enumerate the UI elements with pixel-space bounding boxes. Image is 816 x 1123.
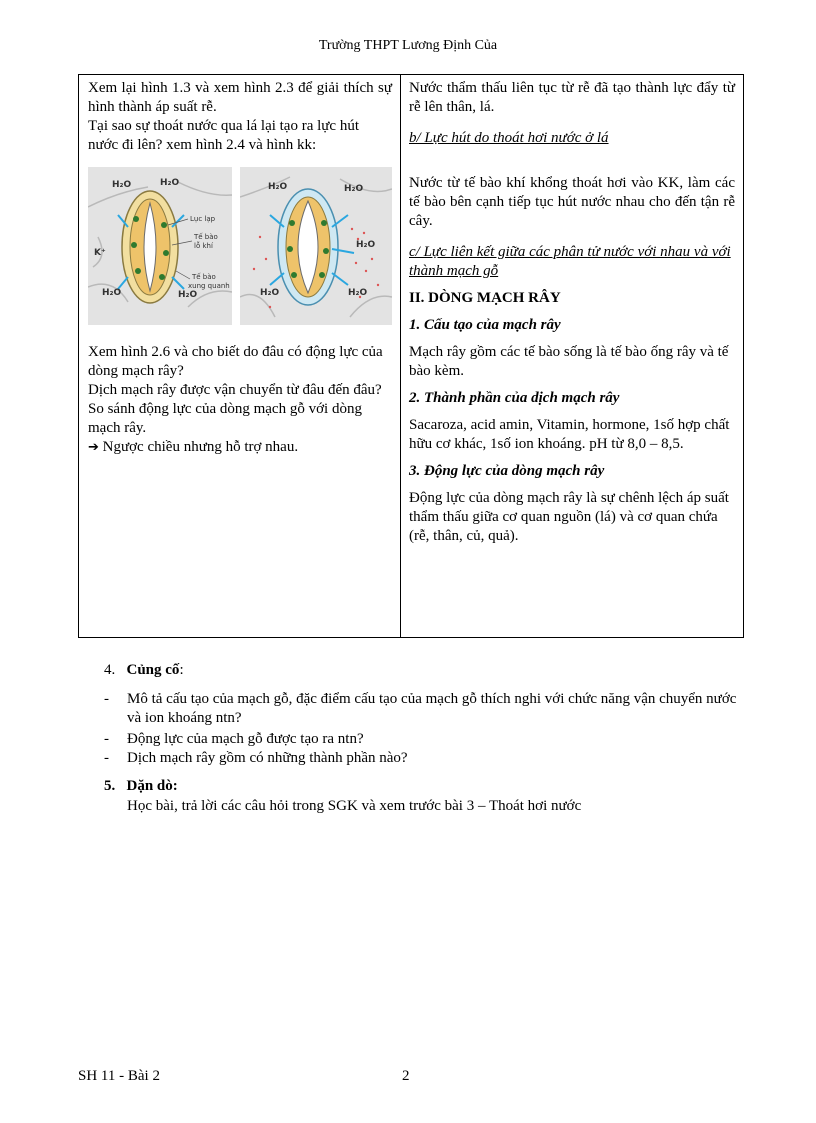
h2o-label: H₂O (344, 184, 364, 194)
consolidate-item-text: Dịch mạch rây gồm có những thành phần nào? (127, 750, 408, 766)
homework-title: Dặn dò: (126, 778, 178, 794)
right-paragraph-1: Nước thẩm thấu liên tục từ rễ đã tạo thành lực đẩy từ rễ lên thân, lá. (409, 80, 735, 115)
subsection-1-title: 1. Cấu tạo của mạch rây (409, 317, 561, 333)
h2o-label: H₂O (348, 288, 368, 298)
consolidate-number: 4. (104, 662, 116, 678)
homework-text: Học bài, trả lời các câu hỏi trong SGK và xem trước bài 3 – Thoát hơi nước (127, 798, 582, 814)
consolidate-heading: 4. Củng cố: (104, 662, 184, 678)
subsection-1-text: Mạch rây gồm các tế bào sống là tế bào ống rây và tế bào kèm. (409, 344, 729, 379)
potassium-label: K⁺ (94, 248, 106, 258)
h2o-label: H₂O (268, 182, 288, 192)
subsection-2-text: Sacaroza, acid amin, Vitamin, hormone, 1số hợp chất hữu cơ khác, 1số ion khoáng. pH từ 8,0 – 8,5. (409, 417, 730, 452)
left-paragraph-2: Tại sao sự thoát nước qua lá lại tạo ra lực hút nước đi lên? xem hình 2.4 và hình kk: (88, 118, 359, 153)
h2o-label: H₂O (260, 288, 280, 298)
bullet-dash: - (104, 691, 109, 707)
h2o-label: H₂O (112, 180, 132, 190)
label-surrounding-cell-2: xung quanh (188, 282, 230, 290)
bullet-dash: - (104, 731, 109, 747)
consolidate-item-text: Mô tả cấu tạo của mạch gỗ, đặc điểm cấu tạo của mạch gỗ thích nghi với chức năng vận chuyển nước và ion khoáng ntn? (127, 691, 737, 726)
answer-line (88, 438, 392, 457)
label-guard-cell-2: lỗ khí (194, 242, 213, 250)
stoma-open-image (240, 167, 392, 325)
arrow-right-icon: ➔ (88, 440, 99, 455)
question-3: So sánh động lực của dòng mạch gỗ với dòng mạch rây. (88, 401, 362, 436)
h2o-label: H₂O (356, 240, 376, 250)
footer-lesson: SH 11 - Bài 2 (78, 1068, 160, 1084)
page-number: 2 (402, 1068, 410, 1084)
consolidate-item-text: Động lực của mạch gỗ được tạo ra ntn? (127, 731, 364, 747)
subsection-3-title: 3. Động lực của dòng mạch rây (409, 463, 605, 479)
answer-text: Ngược chiều nhưng hỗ trợ nhau. (102, 439, 299, 455)
label-surrounding-cell-1: Tế bào (192, 273, 216, 281)
h2o-label: H₂O (178, 290, 198, 300)
homework-heading (104, 777, 178, 796)
label-chloroplast: Lục lạp (190, 215, 216, 223)
subsection-2-title: 2. Thành phần của dịch mạch rây (409, 390, 620, 406)
h2o-label: H₂O (160, 178, 180, 188)
stomata-figure (88, 167, 392, 325)
left-paragraph-1: Xem lại hình 1.3 và xem hình 2.3 để giải thích sự hình thành áp suất rễ. (88, 80, 392, 115)
question-2: Dịch mạch rây được vận chuyển từ đâu đến đâu? (88, 382, 382, 398)
section-b-text: Nước từ tế bào khí khổng thoát hơi vào KK, làm các tế bào bên cạnh tiếp tục hút nước nhau cho đến tận rễ cây. (409, 175, 735, 229)
label-guard-cell-1: Tế bào (194, 233, 218, 241)
lesson-table (78, 74, 744, 638)
subsection-3-text: Động lực của dòng mạch rây là sự chênh lệch áp suất thẩm thấu giữa cơ quan nguồn (lá) và cơ quan chứa (rễ, thân, củ, quả). (409, 490, 729, 544)
left-column (79, 75, 401, 638)
homework-number: 5. (104, 778, 116, 794)
stoma-closed-image (88, 167, 232, 325)
h2o-label: H₂O (102, 288, 122, 298)
right-column (401, 75, 744, 638)
page-header: Trường THPT Lương Định Của (318, 38, 498, 53)
section-c-title: c/ Lực liên kết giữa các phân tử nước với nhau và với thành mạch gỗ (409, 244, 731, 279)
section-b-title: b/ Lực hút do thoát hơi nước ở lá (409, 130, 609, 146)
bullet-dash: - (104, 750, 109, 766)
section-2-heading: II. DÒNG MẠCH RÂY (409, 290, 561, 306)
consolidate-title: Củng cố (126, 662, 180, 678)
question-1: Xem hình 2.6 và cho biết do đâu có động lực của dòng mạch rây? (88, 344, 383, 379)
